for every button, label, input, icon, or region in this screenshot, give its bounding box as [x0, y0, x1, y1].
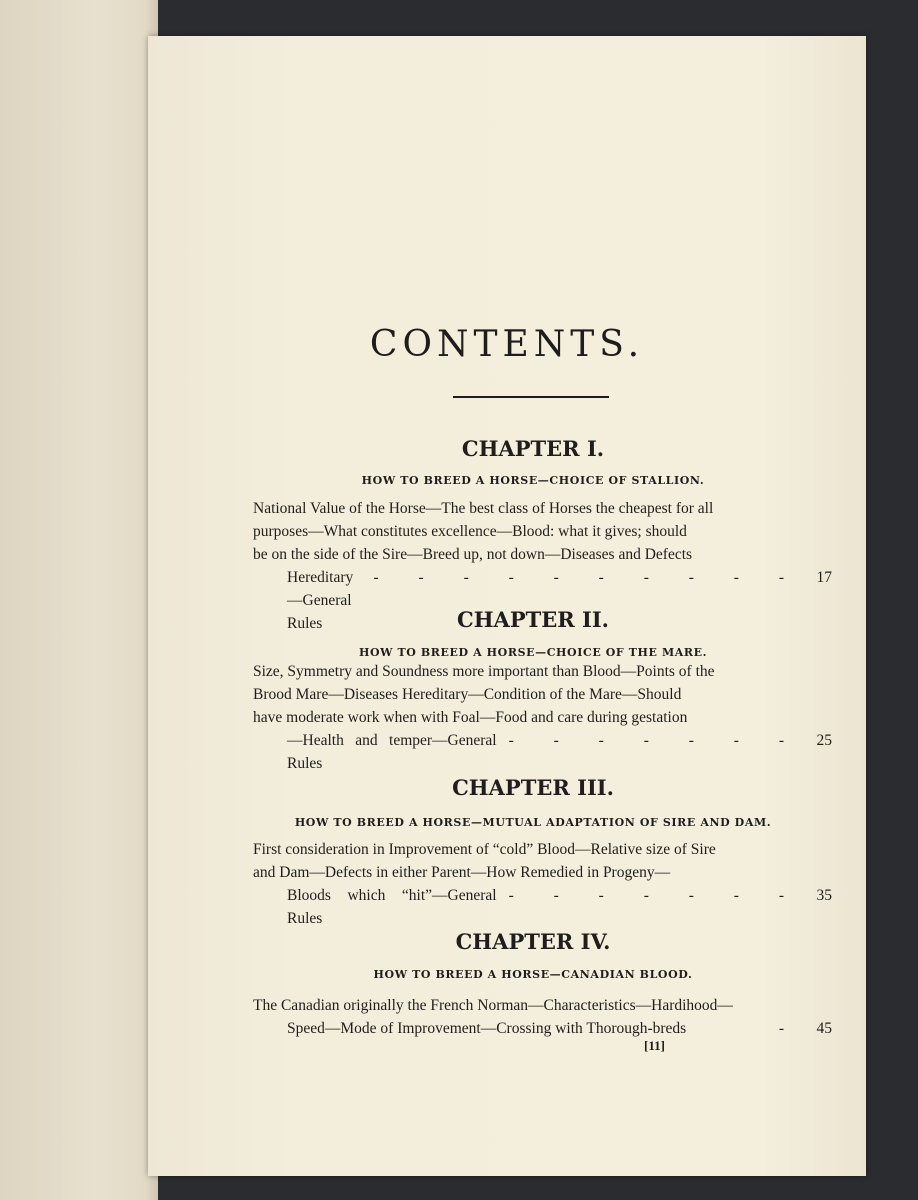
summary-line: Size, Symmetry and Soundness more important than Blood—Points of the — [253, 663, 715, 680]
summary-line: First consideration in Improvement of “cold” Blood—Relative size of Sire — [253, 841, 716, 858]
chapter-2-subtitle: HOW TO BREED A HORSE—CHOICE OF THE MARE. — [358, 646, 708, 659]
contents-page — [148, 36, 866, 1176]
summary-last-line — [287, 1017, 832, 1040]
dot-leader: - - - - - - - — [508, 887, 802, 904]
chapter-1-heading: CHAPTER I. — [461, 436, 605, 461]
summary-line: Bloods which “hit”—General Rules — [287, 887, 497, 927]
summary-last-line — [287, 884, 832, 930]
summary-line: Hereditary—General Rules — [287, 569, 354, 632]
chapter-3-subtitle: HOW TO BREED A HORSE—MUTUAL ADAPTATION OF SIRE AND DAM. — [294, 816, 772, 829]
summary-line: and Dam—Defects in either Parent—How Remedied in Progeny— — [253, 864, 671, 881]
chapter-1-subtitle: HOW TO BREED A HORSE—CHOICE OF STALLION. — [361, 474, 705, 487]
summary-line: The Canadian originally the French Norman—Characteristics—Hardihood— — [253, 997, 733, 1014]
page-number: 35 — [816, 887, 832, 904]
chapter-3-heading: CHAPTER III. — [452, 775, 614, 800]
chapter-3-summary — [253, 838, 832, 930]
chapter-4-heading: CHAPTER IV. — [455, 929, 611, 954]
summary-line: —Health and temper—General Rules — [287, 732, 497, 772]
left-page — [0, 0, 158, 1200]
dot-leader: - — [778, 1020, 802, 1037]
dot-leader: - - - - - - - - - - — [373, 569, 802, 586]
chapter-2-heading: CHAPTER II. — [457, 607, 609, 632]
page-number: 25 — [816, 732, 832, 749]
summary-line: purposes—What constitutes excellence—Blood: what it gives; should — [253, 523, 687, 540]
summary-line: have moderate work when with Foal—Food and care during gestation — [253, 709, 688, 726]
title-rule — [453, 396, 609, 398]
summary-line: Brood Mare—Diseases Hereditary—Condition of the Mare—Should — [253, 686, 682, 703]
summary-last-line — [287, 729, 832, 775]
chapter-4-summary — [253, 994, 832, 1040]
page-number: 45 — [816, 1020, 832, 1037]
summary-line: be on the side of the Sire—Breed up, not down—Diseases and Defects — [253, 546, 693, 563]
summary-line: National Value of the Horse—The best class of Horses the cheapest for all — [253, 500, 714, 517]
summary-line: Speed—Mode of Improvement—Crossing with Thorough-breds — [287, 1020, 687, 1037]
page-title: CONTENTS. — [369, 324, 645, 365]
page-folio: [11] — [644, 1038, 665, 1053]
page-number: 17 — [816, 569, 832, 586]
chapter-4-subtitle: HOW TO BREED A HORSE—CANADIAN BLOOD. — [373, 968, 693, 981]
chapter-2-summary — [253, 660, 832, 775]
dot-leader: - - - - - - - — [508, 732, 802, 749]
